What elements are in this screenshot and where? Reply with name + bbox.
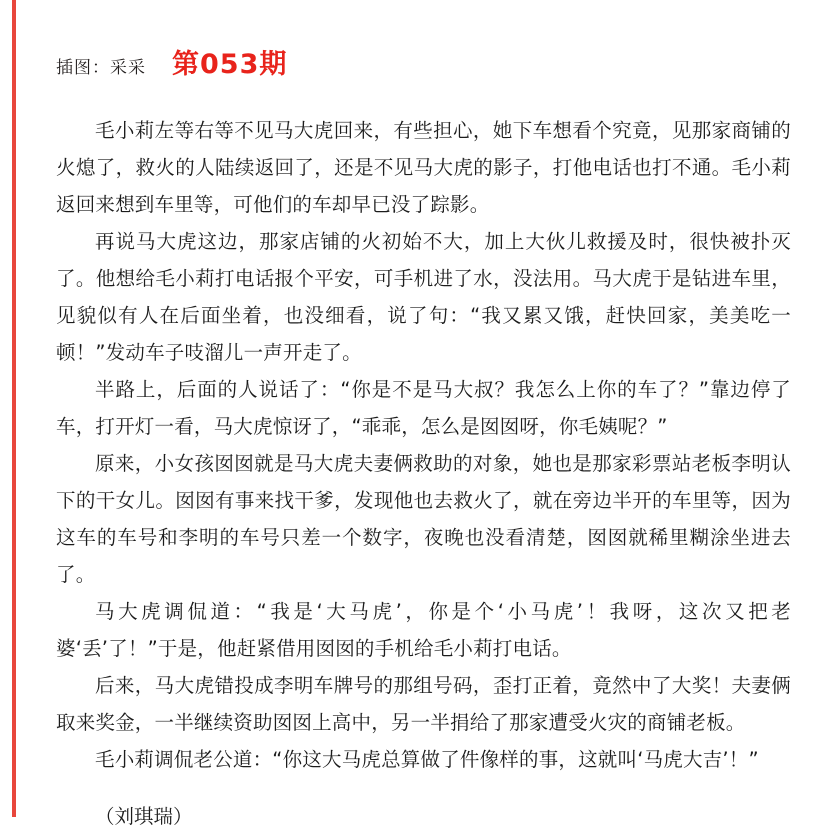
body-paragraph: 半路上，后面的人说话了：“你是不是马大叔？我怎么上你的车了？”靠边停了车，打开灯一看，马大虎惊讶了，“乖乖，怎么是囡囡呀，你毛姨呢？” xyxy=(56,378,791,438)
issue-number: 第053期 xyxy=(172,49,288,80)
body-paragraph: 毛小莉调侃老公道：“你这大马虎总算做了件像样的事，这就叫‘马虎大吉’！” xyxy=(95,748,759,771)
body-paragraph: 原来，小女孩囡囡就是马大虎夫妻俩救助的对象，她也是那家彩票站老板李明认下的干女儿。囡囡有事来找干爹，发现他也去救火了，就在旁边半开的车里等，因为这车的车号和李明的车号只差一个数字，夜晚也没看清楚，囡囡就稀里糊涂坐进去了。 xyxy=(56,452,791,586)
document-content xyxy=(56,0,796,828)
illustrator-credit: 插图：采采 xyxy=(56,58,146,78)
left-accent-bar xyxy=(12,0,16,817)
body-paragraph: 马大虎调侃道：“我是‘大马虎’，你是个‘小马虎’！我呀，这次又把老婆‘丢’了！”于是，他赶紧借用囡囡的手机给毛小莉打电话。 xyxy=(56,600,791,660)
author-signature: （刘琪瑞） xyxy=(95,804,193,828)
body-paragraph: 再说马大虎这边，那家店铺的火初始不大，加上大伙儿救援及时，很快被扑灭了。他想给毛小莉打电话报个平安，可手机进了水，没法用。马大虎于是钻进车里，见貌似有人在后面坐着，也没细看，说了句：“我又累又饿，赶快回家，美美吃一顿！”发动车子吱溜儿一声开走了。 xyxy=(56,230,791,364)
body-paragraph: 毛小莉左等右等不见马大虎回来，有些担心，她下车想看个究竟，见那家商铺的火熄了，救火的人陆续返回了，还是不见马大虎的影子，打他电话也打不通。毛小莉返回来想到车里等，可他们的车却早已没了踪影。 xyxy=(56,119,791,216)
article-header xyxy=(56,0,796,86)
article-body xyxy=(56,112,791,835)
body-paragraph: 后来，马大虎错投成李明车牌号的那组号码，歪打正着，竟然中了大奖！夫妻俩取来奖金，一半继续资助囡囡上高中，另一半捐给了那家遭受火灾的商铺老板。 xyxy=(56,674,791,734)
